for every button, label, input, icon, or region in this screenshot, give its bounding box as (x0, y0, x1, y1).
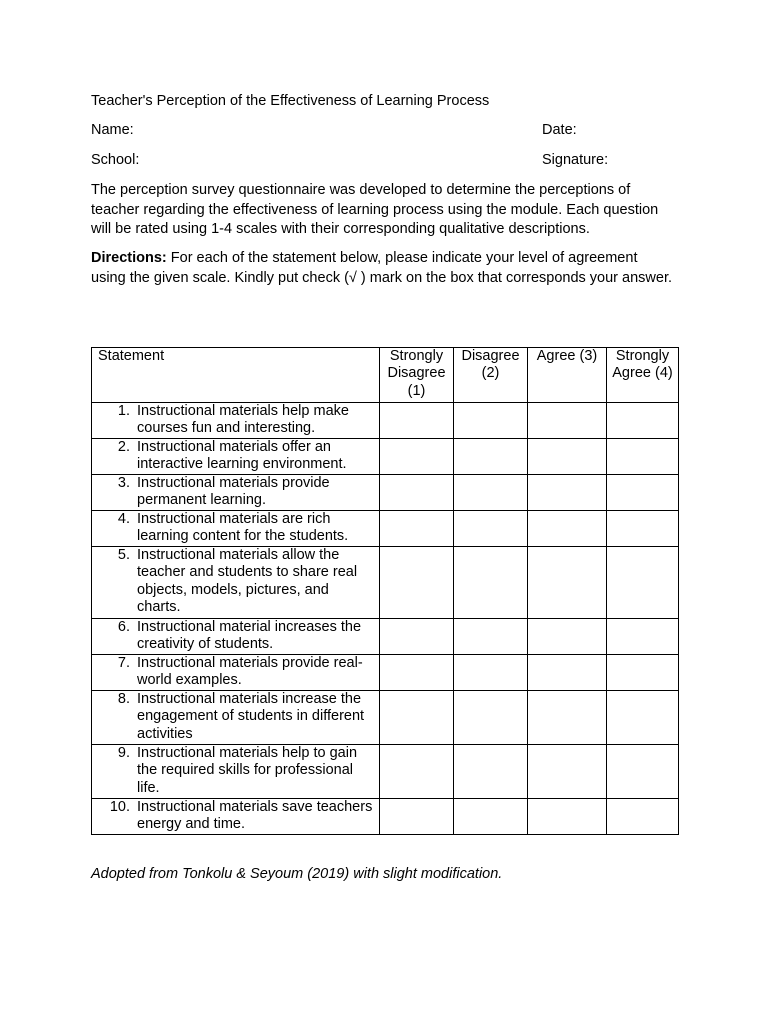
item-number: 5. (117, 547, 130, 563)
table-row (92, 439, 679, 475)
item-number: 3. (117, 475, 130, 491)
item-text: Instructional materials increase the engagement of students in different activities (137, 691, 365, 742)
table-row (92, 475, 679, 511)
list-item (92, 403, 379, 438)
table-row (92, 655, 679, 691)
item-number: 7. (117, 655, 130, 671)
rating-cell-disagree[interactable] (454, 547, 528, 619)
item-number: 9. (117, 745, 130, 761)
date-label: Date: (542, 122, 577, 138)
rating-cell-strongly-agree[interactable] (607, 745, 679, 799)
rating-cell-strongly-agree[interactable] (607, 439, 679, 475)
item-text: Instructional materials provide real-world examples. (137, 655, 363, 689)
rating-cell-disagree[interactable] (454, 745, 528, 799)
table-row (92, 403, 679, 439)
table-row (92, 547, 679, 619)
item-text: Instructional materials offer an interactive learning environment. (137, 439, 347, 473)
table-row (92, 691, 679, 745)
rating-cell-disagree[interactable] (454, 655, 528, 691)
statement-cell (92, 403, 380, 439)
list-item (92, 547, 379, 616)
survey-table (91, 347, 679, 835)
rating-cell-disagree[interactable] (454, 511, 528, 547)
item-text: Instructional material increases the creativity of students. (137, 619, 362, 653)
rating-cell-agree[interactable] (528, 619, 607, 655)
rating-cell-agree[interactable] (528, 691, 607, 745)
statement-cell (92, 475, 380, 511)
document-title: Teacher's Perception of the Effectiveness of Learning Process (91, 93, 490, 109)
rating-cell-strongly-agree[interactable] (607, 475, 679, 511)
item-text: Instructional materials are rich learning content for the students. (137, 511, 349, 545)
rating-cell-strongly-disagree[interactable] (380, 511, 454, 547)
statement-cell (92, 439, 380, 475)
name-label: Name: (91, 122, 134, 138)
rating-cell-agree[interactable] (528, 439, 607, 475)
rating-cell-agree[interactable] (528, 799, 607, 835)
list-item (92, 439, 379, 474)
source-note: Adopted from Tonkolu & Seyoum (2019) with slight modification. (91, 866, 503, 882)
rating-cell-agree[interactable] (528, 655, 607, 691)
list-item (92, 511, 379, 546)
item-number: 4. (117, 511, 130, 527)
item-number: 10. (109, 799, 130, 815)
rating-cell-agree[interactable] (528, 745, 607, 799)
directions-text: For each of the statement below, please indicate your level of agreement using the given scale. Kindly put check (√ ) mark on the box that corresponds your answer. (91, 250, 673, 286)
rating-cell-strongly-agree[interactable] (607, 799, 679, 835)
list-item (92, 619, 379, 654)
intro-paragraph: The perception survey questionnaire was developed to determine the perceptions of teacher regarding the effectiveness of learning process using the module. Each question will be rated using 1-4 scales with their corresponding qualitative descriptions. (91, 182, 659, 237)
statement-cell (92, 619, 380, 655)
statement-cell (92, 691, 380, 745)
rating-cell-agree[interactable] (528, 475, 607, 511)
item-number: 2. (117, 439, 130, 455)
header-disagree: Disagree (2) (454, 348, 528, 403)
table-header-row (92, 348, 679, 403)
rating-cell-strongly-agree[interactable] (607, 691, 679, 745)
list-item (92, 745, 379, 797)
rating-cell-disagree[interactable] (454, 439, 528, 475)
directions-label: Directions: (91, 250, 167, 266)
rating-cell-disagree[interactable] (454, 403, 528, 439)
header-strongly-disagree: Strongly Disagree (1) (380, 348, 454, 403)
table-row (92, 799, 679, 835)
rating-cell-strongly-disagree[interactable] (380, 403, 454, 439)
rating-cell-disagree[interactable] (454, 799, 528, 835)
item-number: 8. (117, 691, 130, 707)
rating-cell-strongly-disagree[interactable] (380, 619, 454, 655)
rating-cell-strongly-disagree[interactable] (380, 691, 454, 745)
table-row (92, 745, 679, 799)
rating-cell-strongly-disagree[interactable] (380, 745, 454, 799)
rating-cell-disagree[interactable] (454, 691, 528, 745)
rating-cell-strongly-agree[interactable] (607, 619, 679, 655)
rating-cell-disagree[interactable] (454, 475, 528, 511)
rating-cell-strongly-agree[interactable] (607, 511, 679, 547)
rating-cell-agree[interactable] (528, 511, 607, 547)
list-item (92, 799, 379, 834)
item-number: 1. (117, 403, 130, 419)
rating-cell-strongly-disagree[interactable] (380, 799, 454, 835)
list-item (92, 475, 379, 510)
rating-cell-strongly-agree[interactable] (607, 403, 679, 439)
list-item (92, 691, 379, 743)
rating-cell-agree[interactable] (528, 547, 607, 619)
header-statement: Statement (92, 348, 380, 403)
statement-cell (92, 655, 380, 691)
statement-cell (92, 511, 380, 547)
table-row (92, 511, 679, 547)
rating-cell-strongly-disagree[interactable] (380, 655, 454, 691)
rating-cell-strongly-agree[interactable] (607, 655, 679, 691)
item-number: 6. (117, 619, 130, 635)
table-row (92, 619, 679, 655)
statement-cell (92, 547, 380, 619)
item-text: Instructional materials save teachers energy and time. (137, 799, 373, 833)
rating-cell-strongly-disagree[interactable] (380, 475, 454, 511)
rating-cell-disagree[interactable] (454, 619, 528, 655)
list-item (92, 655, 379, 690)
item-text: Instructional materials help make courses fun and interesting. (137, 403, 349, 437)
school-label: School: (91, 152, 140, 168)
item-text: Instructional materials allow the teacher and students to share real objects, models, pictures, and charts. (137, 547, 358, 615)
rating-cell-strongly-disagree[interactable] (380, 547, 454, 619)
directions-paragraph (91, 249, 676, 288)
statement-cell (92, 745, 380, 799)
rating-cell-strongly-agree[interactable] (607, 547, 679, 619)
rating-cell-agree[interactable] (528, 403, 607, 439)
statement-cell (92, 799, 380, 835)
item-text: Instructional materials help to gain the required skills for professional life. (137, 745, 358, 796)
rating-cell-strongly-disagree[interactable] (380, 439, 454, 475)
header-agree: Agree (3) (528, 348, 607, 403)
header-strongly-agree: Strongly Agree (4) (607, 348, 679, 403)
signature-label: Signature: (542, 152, 609, 168)
item-text: Instructional materials provide permanent learning. (137, 475, 330, 509)
